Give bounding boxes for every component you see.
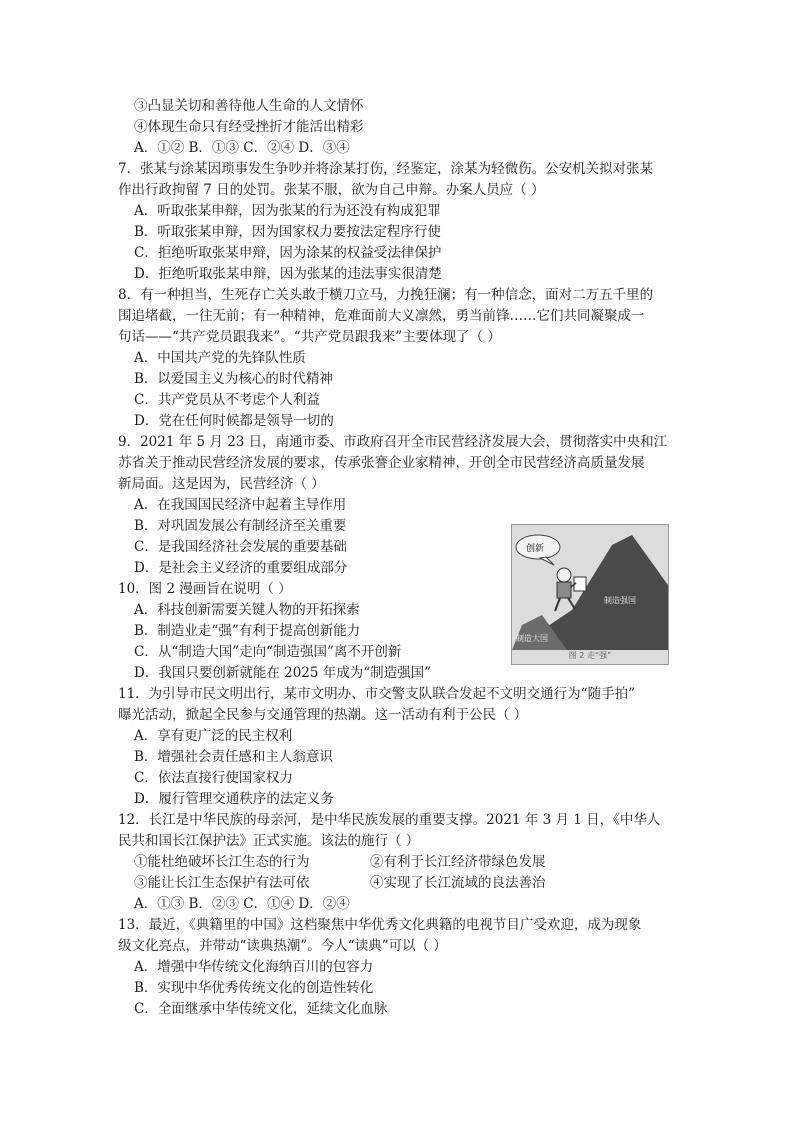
q10-option-b: B．制造业走“强”有利于提高创新能力 <box>134 623 361 639</box>
q12-statement-3: ③能让长江生态保护有法可依 <box>134 875 310 891</box>
q11-option-b: B．增强社会责任感和主人翁意识 <box>134 749 333 765</box>
bubble-text: 创新 <box>526 544 545 554</box>
question-11-stem-cont: 曝光活动，掀起全民参与交通管理的热潮。这一活动有利于公民（ ） <box>118 707 528 723</box>
q8-option-a: A．中国共产党的先锋队性质 <box>134 350 306 366</box>
option-3-text: ③凸显关切和善待他人生命的人文情怀 <box>134 98 364 114</box>
q9-option-b: B．对巩固发展公有制经济至关重要 <box>134 518 347 534</box>
question-8-stem-end: 句话——“共产党员跟我来”。“共产党员跟我来”主要体现了（ ） <box>118 329 501 345</box>
question-10-stem: 10．图 2 漫画旨在说明（ ） <box>118 581 292 597</box>
q8-option-c: C．共产党员从不考虑个人利益 <box>134 392 320 408</box>
q10-option-c: C．从“制造大国”走向“制造强国”离不开创新 <box>134 644 402 660</box>
q7-option-a: A．听取张某申辩，因为张某的行为还没有构成犯罪 <box>134 203 441 219</box>
cartoon-figure <box>511 524 669 665</box>
question-7-stem: 7．张某与涂某因琐事发生争吵并将涂某打伤，经鉴定，涂某为轻微伤。公安机关拟对张某 <box>118 161 654 177</box>
q13-option-b: B．实现中华优秀传统文化的创造性转化 <box>134 980 374 996</box>
q13-option-c: C．全面继承中华传统文化，延续文化血脉 <box>134 1001 388 1017</box>
q13-option-a: A．增强中华传统文化海纳百川的包容力 <box>134 959 374 975</box>
q12-answer-options: A．①③ B．②③ C．①④ D．②④ <box>134 896 350 912</box>
question-12-stem-cont: 民共和国长江保护法》正式实施。该法的施行（ ） <box>118 833 420 849</box>
q7-option-b: B．听取张某申辩，因为国家权力要按法定程序行使 <box>134 224 441 240</box>
figure-head <box>557 568 571 582</box>
q10-option-d: D．我国只要创新就能在 2025 年成为“制造强国” <box>134 665 432 681</box>
q8-option-b: B．以爱国主义为核心的时代精神 <box>134 371 333 387</box>
q12-statement-1: ①能杜绝破坏长江生态的行为 <box>134 854 310 870</box>
question-13-stem: 13．最近，《典籍里的中国》这档聚焦中华优秀文化典籍的电视节目广受欢迎，成为现象 <box>118 917 642 933</box>
big-mountain-label: 制造强国 <box>604 596 636 605</box>
question-11-stem: 11．为引导市民文明出行，某市文明办、市交警支队联合发起不文明交通行为“随手拍” <box>118 686 635 702</box>
question-12-stem: 12．长江是中华民族的母亲河，是中华民族发展的重要支撑。2021 年 3 月 1 日，《中华人 <box>118 812 661 828</box>
q11-option-d: D．履行管理交通秩序的法定义务 <box>134 791 334 807</box>
option-4-text: ④体现生命只有经受挫折才能活出精彩 <box>134 119 364 135</box>
q11-option-c: C．依法直接行使国家权力 <box>134 770 293 786</box>
q12-statement-4: ④实现了长江流域的良法善治 <box>370 875 546 891</box>
question-8-stem: 8．有一种担当，生死存亡关头敢于横刀立马，力挽狂澜；有一种信念，面对二万五千里的 <box>118 287 654 303</box>
question-9-stem-end: 新局面。这是因为，民营经济（ ） <box>118 476 325 492</box>
q7-option-c: C．拒绝听取张某申辩，因为涂某的权益受法律保护 <box>134 245 442 261</box>
q6-answer-options: A．①② B．①③ C．②④ D．③④ <box>134 140 350 156</box>
question-8-stem-cont: 围追堵截，一往无前；有一种精神，危难面前大义凛然，勇当前锋……它们共同凝聚成一 <box>118 308 645 324</box>
figure-body <box>557 582 571 598</box>
q9-option-d: D．是社会主义经济的重要组成部分 <box>134 560 348 576</box>
q11-option-a: A．享有更广泛的民主权利 <box>134 728 293 744</box>
q8-option-d: D．党在任何时候都是领导一切的 <box>134 413 334 429</box>
question-13-stem-cont: 级文化亮点，并带动“读典热潮”。今人“读典”可以（ ） <box>118 938 447 954</box>
question-9-stem-cont: 苏省关于推动民营经济发展的要求，传承张謇企业家精神，开创全市民营经济高质量发展 <box>118 455 645 471</box>
q9-option-c: C．是我国经济社会发展的重要基础 <box>134 539 347 555</box>
q12-statement-2: ②有利于长江经济带绿色发展 <box>370 854 546 870</box>
question-9-stem: 9．2021 年 5 月 23 日，南通市委、市政府召开全市民营经济发展大会，贯彻落实中央和江 <box>118 434 668 450</box>
question-7-stem-cont: 作出行政拘留 7 日的处罚。张某不服，欲为自己申辩。办案人员应（ ） <box>118 182 545 198</box>
q9-option-a: A．在我国国民经济中起着主导作用 <box>134 497 347 513</box>
small-mountain-label: 制造大国 <box>516 634 548 643</box>
q7-option-d: D．拒绝听取张某申辩，因为张某的违法事实很清楚 <box>134 266 442 282</box>
q10-option-a: A．科技创新需要关键人物的开拓探索 <box>134 602 360 618</box>
figure-caption: 图 2 走“强” <box>568 651 612 660</box>
